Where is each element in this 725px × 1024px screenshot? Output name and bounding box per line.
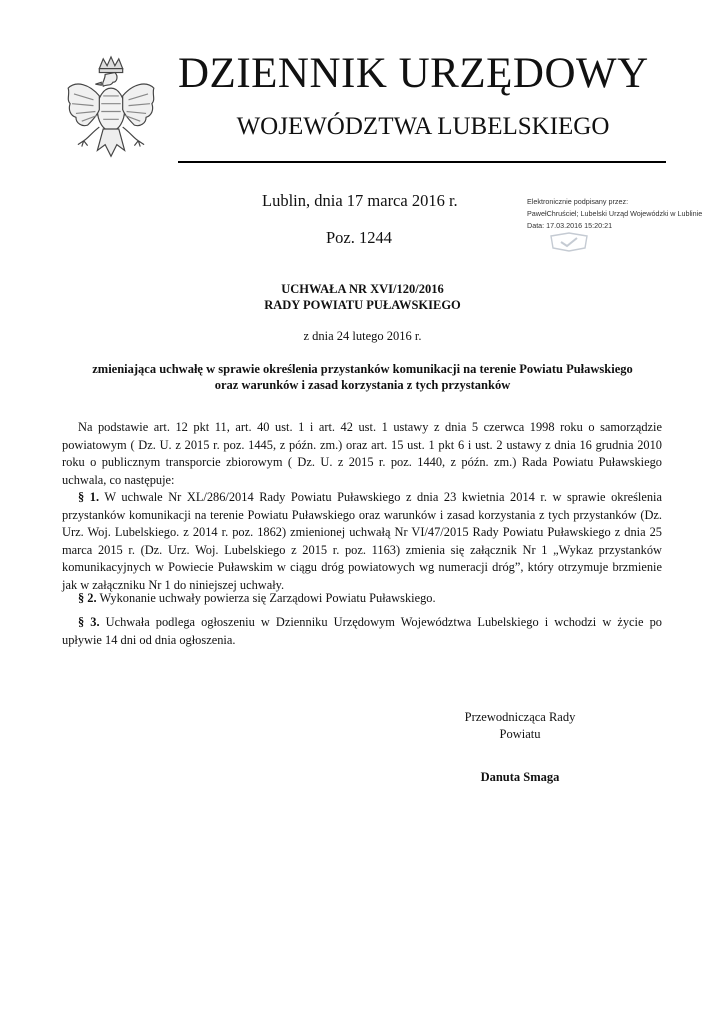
section-1-text: W uchwale Nr XL/286/2014 Rady Powiatu Puławskiego z dnia 23 kwietnia 2014 r. w sprawie określenia przystanków komunikacji na terenie Powiatu Puławskiego oraz warunków i zasad korzystania z tych przystanków (Dz. Urz. Woj. Lubelskiego. z 2014 r. poz. 1862) zmienionej uchwałą Nr VI/47/2015 Rady Powiatu Puławskiego z dnia 25 marca 2015 r. (Dz. Urz. Woj. Lubelskiego z 2015 r. poz. 1163) zmienia się załącznik Nr 1 „Wykaz przystanków komunikacyjnych w Powiecie Puławskim w ciągu dróg powiatowych wg numeracji dróg”, który otrzymuje brzmienie jak w załączniku Nr 1 do niniejszej uchwały.: [62, 490, 662, 592]
section-1-paragraph: [62, 489, 662, 594]
signature-line-3: Data: 17.03.2016 15:20:21: [527, 221, 613, 230]
act-number: UCHWAŁA NR XVI/120/2016: [281, 282, 444, 296]
signatory-name: Danuta Smaga: [480, 770, 560, 784]
section-2-label: § 2.: [78, 591, 97, 605]
signature-line-1: Elektronicznie podpisany przez:: [527, 197, 629, 206]
signatory-role: [420, 709, 620, 743]
signatory-role-line-2: Powiatu: [499, 727, 541, 741]
place-date: Lublin, dnia 17 marca 2016 r.: [262, 191, 458, 210]
act-date: z dnia 24 lutego 2016 r.: [303, 329, 422, 343]
journal-title: DZIENNIK URZĘDOWY: [178, 50, 649, 97]
journal-subtitle: WOJEWÓDZTWA LUBELSKIEGO: [236, 113, 610, 140]
eagle-emblem-icon: [62, 55, 160, 167]
signature-check-icon: [549, 232, 589, 252]
section-3-label: § 3.: [78, 615, 100, 629]
electronic-signature-stamp: [527, 196, 717, 232]
section-1-label: § 1.: [78, 490, 100, 504]
act-subject-line-2: oraz warunków i zasad korzystania z tych przystanków: [214, 378, 511, 392]
header-divider: [178, 161, 666, 163]
preamble-paragraph: Na podstawie art. 12 pkt 11, art. 40 ust. 1 i art. 42 ust. 1 ustawy z dnia 5 czerwca 1998 roku o samorządzie powiatowym ( Dz. U. z 2015 r. poz. 1445, z późn. zm.) oraz art. 15 ust. 1 pkt 6 i ust. 2 ustawy z dnia 16 grudnia 2010 roku o publicznym transporcie zbiorowym ( Dz. U. z 2015 r. poz. 1440, z późn. zm.) Rada Powiatu Puławskiego uchwala, co następuje:: [62, 420, 662, 487]
act-issuer: RADY POWIATU PUŁAWSKIEGO: [264, 298, 461, 312]
position-number: Poz. 1244: [326, 228, 392, 247]
section-3-text: Uchwała podlega ogłoszeniu w Dzienniku Urzędowym Województwa Lubelskiego i wchodzi w życie po upływie 14 dni od dnia ogłoszenia.: [62, 615, 662, 647]
act-subject-line-1: zmieniająca uchwałę w sprawie określenia przystanków komunikacji na terenie Powiatu Puławskiego: [92, 362, 633, 376]
section-3-paragraph: [62, 614, 662, 649]
section-2-text: Wykonanie uchwały powierza się Zarządowi Powiatu Puławskiego.: [96, 591, 436, 605]
act-subject: [40, 361, 685, 393]
section-2-paragraph: [62, 590, 662, 608]
signatory-role-line-1: Przewodnicząca Rady: [464, 710, 576, 724]
signature-line-2: PawełChruściel; Lubelski Urząd Wojewódzki w Lublinie: [527, 209, 703, 218]
